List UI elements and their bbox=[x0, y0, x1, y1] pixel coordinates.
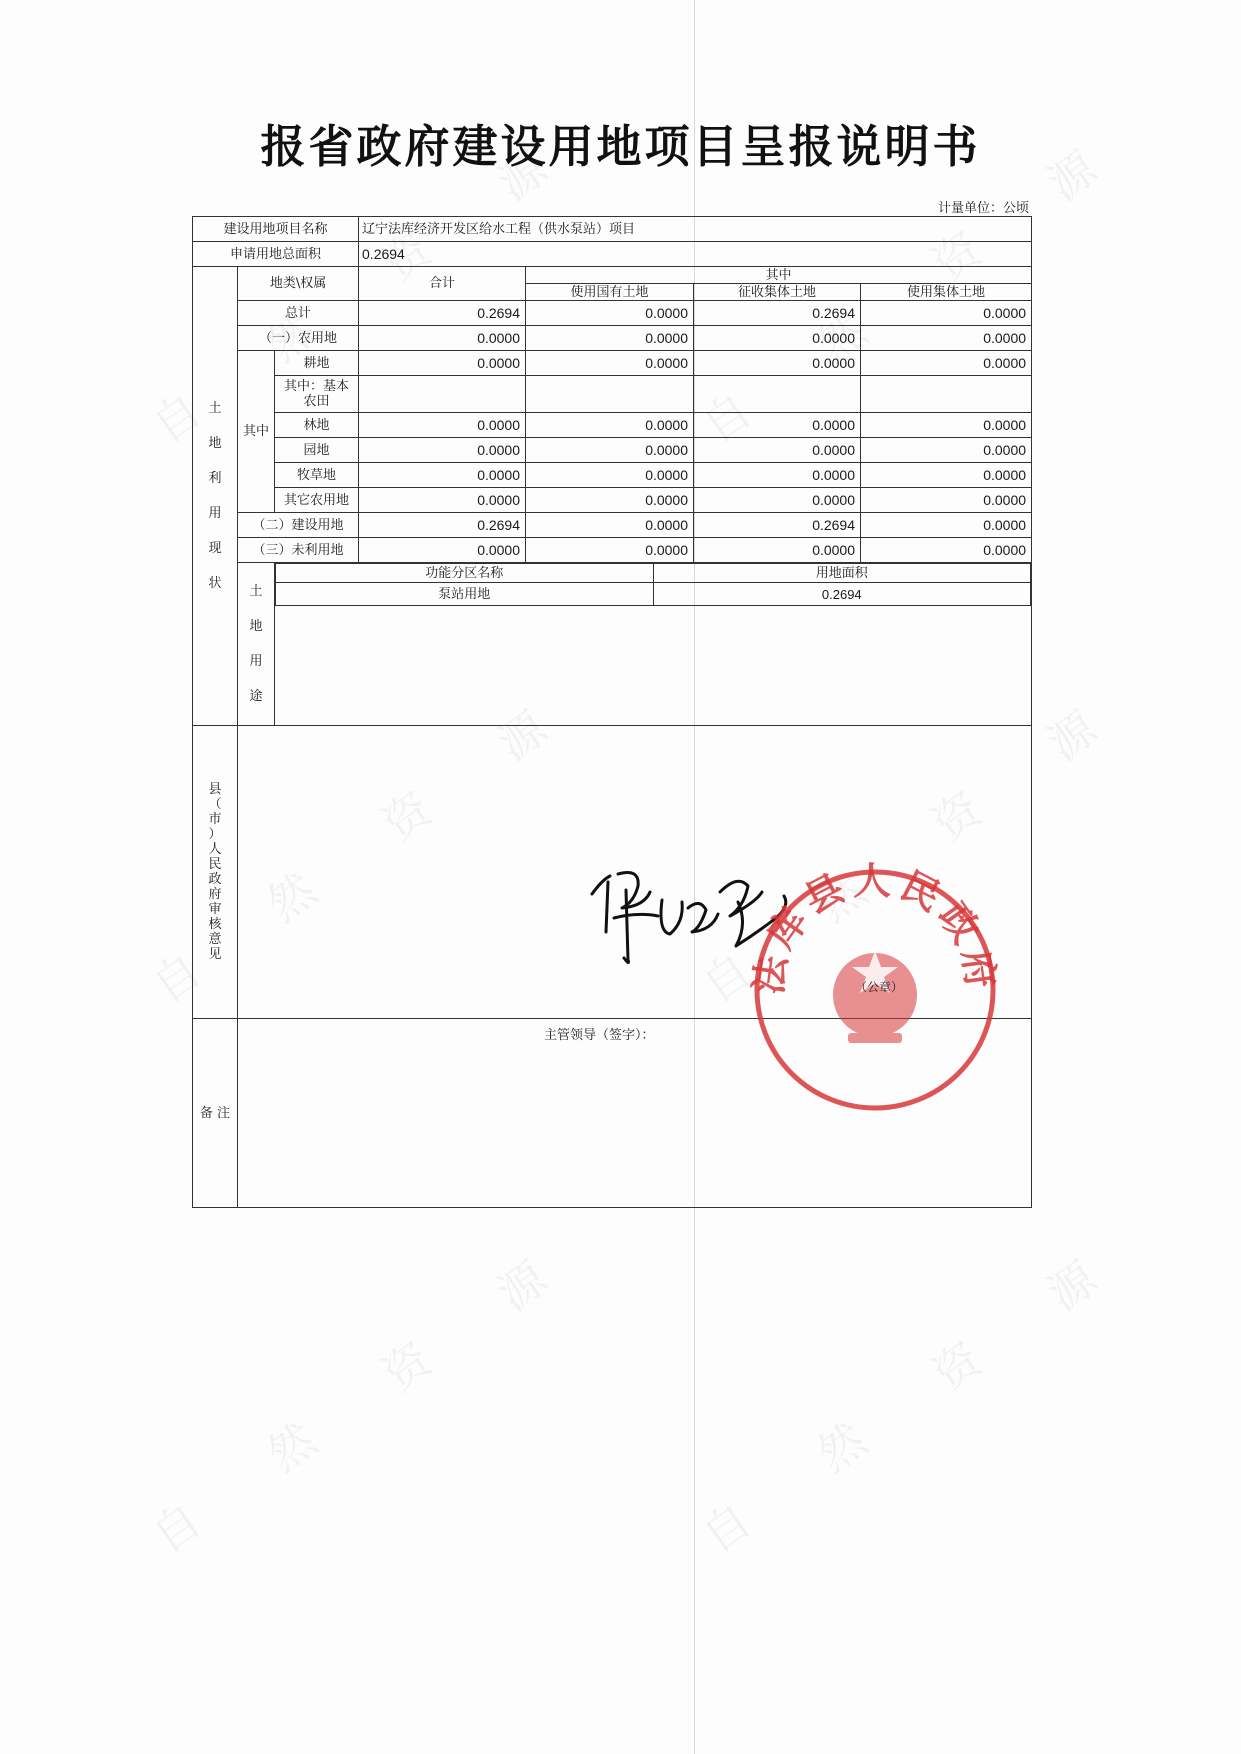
total-area-row bbox=[193, 242, 1032, 267]
table-row bbox=[193, 301, 1032, 326]
project-name-label: 建设用地项目名称 bbox=[193, 217, 359, 242]
cell-collective: 0.0000 bbox=[861, 413, 1032, 438]
watermark bbox=[137, 1220, 591, 1565]
cell-collective: 0.0000 bbox=[861, 538, 1032, 563]
header-collected-land: 征收集体土地 bbox=[694, 284, 861, 301]
cell-total: 0.0000 bbox=[359, 351, 526, 376]
cell-total: 0.0000 bbox=[359, 538, 526, 563]
cell-collected: 0.2694 bbox=[694, 301, 861, 326]
header-area: 用地面积 bbox=[653, 564, 1031, 583]
header-state-land: 使用国有土地 bbox=[526, 284, 694, 301]
project-name-value: 辽宁法库经济开发区给水工程（供水泵站）项目 bbox=[359, 217, 1032, 242]
total-area-label: 申请用地总面积 bbox=[193, 242, 359, 267]
table-row bbox=[193, 488, 1032, 513]
seal-text: 法库县人民政府 bbox=[745, 857, 1005, 997]
cell-collected: 0.0000 bbox=[694, 413, 861, 438]
cell-collected: 0.0000 bbox=[694, 326, 861, 351]
sign-label: 主管领导（签字）： bbox=[544, 1028, 655, 1043]
row-label: 园地 bbox=[275, 438, 359, 463]
cell-collected: 0.0000 bbox=[694, 351, 861, 376]
table-row bbox=[193, 351, 1032, 376]
cell-state: 0.0000 bbox=[526, 413, 694, 438]
cell-collected: 0.0000 bbox=[694, 463, 861, 488]
cell-state bbox=[526, 376, 694, 413]
cell-state: 0.0000 bbox=[526, 438, 694, 463]
cell-state: 0.0000 bbox=[526, 463, 694, 488]
row-label: 其它农用地 bbox=[275, 488, 359, 513]
cell-total: 0.0000 bbox=[359, 326, 526, 351]
cell-collected: 0.0000 bbox=[694, 538, 861, 563]
table-row bbox=[193, 376, 1032, 413]
total-area-value: 0.2694 bbox=[359, 242, 1032, 267]
status-header-row-1 bbox=[193, 267, 1032, 284]
cell-state: 0.0000 bbox=[526, 488, 694, 513]
cell-collected bbox=[694, 376, 861, 413]
row-label: 牧草地 bbox=[275, 463, 359, 488]
cell-total bbox=[359, 376, 526, 413]
row-label: （三）未利用地 bbox=[238, 538, 359, 563]
cell-state: 0.0000 bbox=[526, 513, 694, 538]
table-row bbox=[193, 513, 1032, 538]
document-title: 报省政府建设用地项目呈报说明书 bbox=[260, 120, 981, 173]
header-category: 地类\权属 bbox=[238, 267, 359, 301]
cell-collected: 0.0000 bbox=[694, 438, 861, 463]
cell-state: 0.0000 bbox=[526, 301, 694, 326]
header-zone: 功能分区名称 bbox=[276, 564, 654, 583]
cell-collective bbox=[861, 376, 1032, 413]
header-total: 合计 bbox=[359, 267, 526, 301]
header-collective-land: 使用集体土地 bbox=[861, 284, 1032, 301]
zone-area: 0.2694 bbox=[653, 583, 1031, 606]
watermark bbox=[687, 1220, 1141, 1565]
land-use-section-label: 土 地 用 途 bbox=[238, 563, 275, 726]
remarks-label: 备 注 bbox=[193, 1019, 238, 1208]
row-label: （二）建设用地 bbox=[238, 513, 359, 538]
row-label: 林地 bbox=[275, 413, 359, 438]
cell-collective: 0.0000 bbox=[861, 513, 1032, 538]
row-label: 其中：基本农田 bbox=[275, 376, 359, 413]
cell-total: 0.0000 bbox=[359, 463, 526, 488]
table-row bbox=[193, 538, 1032, 563]
cell-total: 0.2694 bbox=[359, 513, 526, 538]
cell-total: 0.0000 bbox=[359, 413, 526, 438]
cell-state: 0.0000 bbox=[526, 538, 694, 563]
cell-total: 0.0000 bbox=[359, 488, 526, 513]
cell-collective: 0.0000 bbox=[861, 438, 1032, 463]
land-status-section-label: 土 地 利 用 现 状 bbox=[193, 267, 238, 726]
land-use-table bbox=[275, 563, 1031, 606]
table-row bbox=[193, 463, 1032, 488]
table-row bbox=[193, 438, 1032, 463]
unit-label: 计量单位：公顷 bbox=[937, 201, 1029, 216]
among-label: 其中 bbox=[238, 351, 275, 513]
row-label: （一）农用地 bbox=[238, 326, 359, 351]
table-row bbox=[193, 326, 1032, 351]
cell-collective: 0.0000 bbox=[861, 488, 1032, 513]
seal-note: （公章） bbox=[855, 980, 904, 994]
cell-collected: 0.0000 bbox=[694, 488, 861, 513]
zone-name: 泵站用地 bbox=[276, 583, 654, 606]
row-label: 耕地 bbox=[275, 351, 359, 376]
row-label: 总计 bbox=[238, 301, 359, 326]
cell-state: 0.0000 bbox=[526, 351, 694, 376]
land-use-row bbox=[193, 563, 1032, 726]
cell-collective: 0.0000 bbox=[861, 463, 1032, 488]
cell-collective: 0.0000 bbox=[861, 301, 1032, 326]
cell-collective: 0.0000 bbox=[861, 326, 1032, 351]
review-section-label: 县 （ 市 ） 人 民 政 府 审 核 意 见 bbox=[193, 726, 238, 1019]
project-name-row bbox=[193, 217, 1032, 242]
cell-state: 0.0000 bbox=[526, 326, 694, 351]
cell-total: 0.2694 bbox=[359, 301, 526, 326]
table-row bbox=[193, 413, 1032, 438]
header-among: 其中 bbox=[526, 267, 1032, 284]
land-use-content bbox=[275, 563, 1032, 726]
cell-total: 0.0000 bbox=[359, 438, 526, 463]
cell-collected: 0.2694 bbox=[694, 513, 861, 538]
cell-collective: 0.0000 bbox=[861, 351, 1032, 376]
